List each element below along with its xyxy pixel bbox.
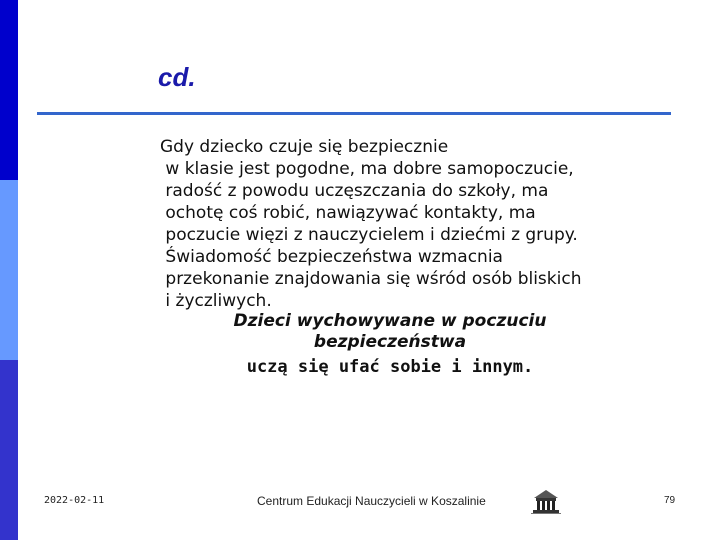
emphasis-statement (160, 311, 620, 379)
emphasis-line-3: uczą się ufać sobie i innym. (246, 357, 534, 377)
footer-institution: Centrum Edukacji Nauczycieli w Koszalinie (257, 494, 486, 508)
side-accent-bar (0, 0, 18, 540)
footer-date: 2022-02-11 (44, 495, 105, 506)
emphasis-line-2: bezpieczeństwa (313, 332, 467, 352)
body-line: ochotę coś robić, nawiązywać kontakty, ma (160, 203, 536, 223)
side-bar-middle-segment (0, 180, 18, 360)
slide-title: cd. (158, 62, 196, 92)
side-bar-top-segment (0, 0, 18, 180)
side-bar-bottom-segment (0, 360, 18, 540)
body-line: radość z powodu uczęszczania do szkoły, ma (160, 181, 549, 201)
title-divider (37, 112, 671, 115)
body-line: i życzliwych. (160, 291, 272, 311)
body-line: przekonanie znajdowania się wśród osób bliskich (160, 269, 582, 289)
body-line: w klasie jest pogodne, ma dobre samopoczucie, (160, 159, 574, 179)
body-paragraph (160, 136, 680, 312)
body-line: Gdy dziecko czuje się bezpiecznie (160, 137, 449, 157)
body-line: poczucie więzi z nauczycielem i dziećmi z grupy. (160, 225, 578, 245)
page-number: 79 (664, 495, 676, 506)
body-line: Świadomość bezpieczeństwa wzmacnia (160, 247, 503, 267)
institution-building-icon (528, 488, 564, 516)
emphasis-line-1: Dzieci wychowywane w poczuciu (233, 311, 547, 331)
